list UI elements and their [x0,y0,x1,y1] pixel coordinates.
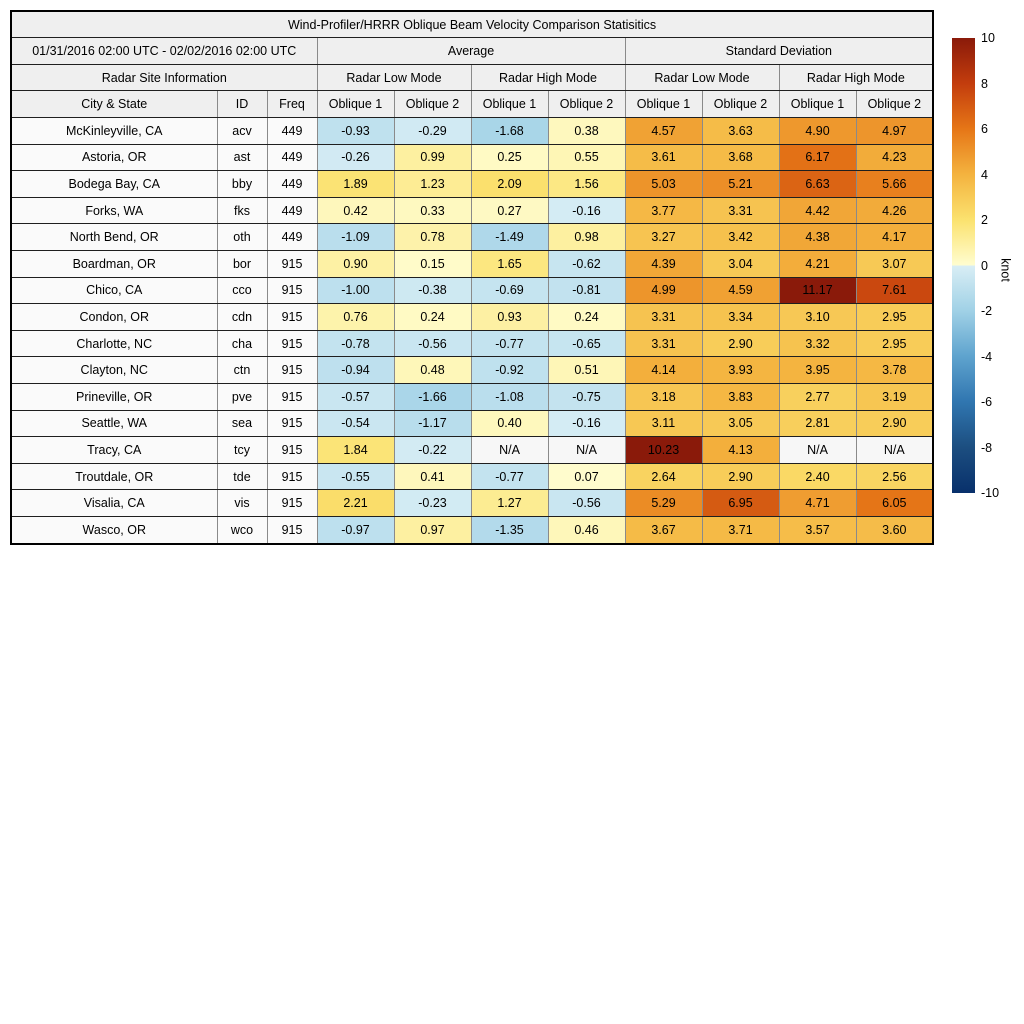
value-cell: 4.90 [779,118,856,145]
city-cell: Chico, CA [11,277,217,304]
value-cell: 3.61 [625,144,702,171]
colorbar-tick-label: -8 [981,440,993,455]
table-row [11,516,933,543]
avg-high-mode-header: Radar High Mode [471,65,625,91]
value-cell: 0.24 [548,304,625,331]
column-header-row [11,91,933,118]
table-row [11,118,933,145]
freq-cell: 915 [267,330,317,357]
city-cell: Seattle, WA [11,410,217,437]
value-cell: 1.23 [394,171,471,198]
value-cell: 3.05 [702,410,779,437]
table-row [11,250,933,277]
value-cell: -0.78 [317,330,394,357]
city-cell: Forks, WA [11,197,217,224]
value-cell: 0.42 [317,197,394,224]
value-cell: 2.09 [471,171,548,198]
value-cell: 3.27 [625,224,702,251]
statistics-table [10,10,934,545]
freq-cell: 915 [267,304,317,331]
value-cell: 3.07 [856,250,933,277]
avg-high-oblique2-header: Oblique 2 [548,91,625,118]
value-cell: 1.84 [317,437,394,464]
value-cell: 3.19 [856,383,933,410]
value-cell: -0.81 [548,277,625,304]
table-row [11,437,933,464]
value-cell: 3.32 [779,330,856,357]
freq-cell: 915 [267,410,317,437]
value-cell: -0.92 [471,357,548,384]
value-cell: -0.69 [471,277,548,304]
std-high-mode-header: Radar High Mode [779,65,933,91]
value-cell: -0.97 [317,516,394,543]
value-cell: 2.90 [702,330,779,357]
site-info-header: Radar Site Information [11,65,317,91]
id-cell: acv [217,118,267,145]
value-cell: -0.77 [471,330,548,357]
value-cell: 7.61 [856,277,933,304]
id-cell: tcy [217,437,267,464]
table-row [11,277,933,304]
table-row [11,383,933,410]
value-cell: -1.09 [317,224,394,251]
value-cell: -0.23 [394,490,471,517]
freq-cell: 449 [267,171,317,198]
freq-cell: 915 [267,516,317,543]
value-cell: -0.93 [317,118,394,145]
avg-low-oblique2-header: Oblique 2 [394,91,471,118]
value-cell: 3.10 [779,304,856,331]
city-cell: Astoria, OR [11,144,217,171]
colorbar-tick-label: -10 [981,485,1000,500]
value-cell: 0.99 [394,144,471,171]
colorbar-gradient [952,38,975,493]
value-cell: 10.23 [625,437,702,464]
id-cell: sea [217,410,267,437]
freq-cell: 449 [267,144,317,171]
city-cell: Bodega Bay, CA [11,171,217,198]
std-high-oblique1-header: Oblique 1 [779,91,856,118]
value-cell: 5.29 [625,490,702,517]
value-cell: N/A [856,437,933,464]
freq-cell: 449 [267,224,317,251]
value-cell: 4.59 [702,277,779,304]
value-cell: 0.25 [471,144,548,171]
value-cell: -0.94 [317,357,394,384]
table-row [11,357,933,384]
value-cell: 4.71 [779,490,856,517]
value-cell: -1.68 [471,118,548,145]
group-stddev-header: Standard Deviation [625,38,933,65]
value-cell: 6.95 [702,490,779,517]
value-cell: 3.31 [625,330,702,357]
value-cell: N/A [779,437,856,464]
std-high-oblique2-header: Oblique 2 [856,91,933,118]
table-row [11,463,933,490]
value-cell: -0.75 [548,383,625,410]
value-cell: 2.81 [779,410,856,437]
value-cell: 4.23 [856,144,933,171]
value-cell: 0.78 [394,224,471,251]
value-cell: 2.21 [317,490,394,517]
avg-high-oblique1-header: Oblique 1 [471,91,548,118]
freq-cell: 915 [267,463,317,490]
value-cell: -0.29 [394,118,471,145]
table-row [11,224,933,251]
value-cell: -0.56 [394,330,471,357]
value-cell: 0.41 [394,463,471,490]
value-cell: -0.16 [548,197,625,224]
table-row [11,490,933,517]
id-cell: wco [217,516,267,543]
id-cell: vis [217,490,267,517]
value-cell: -1.17 [394,410,471,437]
value-cell: -0.56 [548,490,625,517]
city-cell: North Bend, OR [11,224,217,251]
value-cell: 0.24 [394,304,471,331]
id-cell: ast [217,144,267,171]
colorbar-unit-label: knot [998,258,1013,282]
std-low-mode-header: Radar Low Mode [625,65,779,91]
value-cell: 4.39 [625,250,702,277]
value-cell: 1.89 [317,171,394,198]
group-header-row [11,38,933,65]
value-cell: 3.42 [702,224,779,251]
value-cell: -1.35 [471,516,548,543]
id-header: ID [217,91,267,118]
value-cell: 2.95 [856,330,933,357]
value-cell: 3.68 [702,144,779,171]
city-state-header: City & State [11,91,217,118]
freq-cell: 449 [267,118,317,145]
id-cell: fks [217,197,267,224]
colorbar-tick-label: 4 [981,167,988,182]
value-cell: 2.77 [779,383,856,410]
city-cell: Tracy, CA [11,437,217,464]
value-cell: -0.38 [394,277,471,304]
value-cell: 6.17 [779,144,856,171]
table-row [11,171,933,198]
value-cell: 1.56 [548,171,625,198]
city-cell: Clayton, NC [11,357,217,384]
value-cell: 3.67 [625,516,702,543]
avg-low-mode-header: Radar Low Mode [317,65,471,91]
value-cell: 2.64 [625,463,702,490]
value-cell: -0.62 [548,250,625,277]
value-cell: 6.05 [856,490,933,517]
value-cell: 1.27 [471,490,548,517]
value-cell: -1.66 [394,383,471,410]
table-row [11,197,933,224]
colorbar-tick-label: -2 [981,303,993,318]
id-cell: pve [217,383,267,410]
value-cell: -1.08 [471,383,548,410]
value-cell: 0.46 [548,516,625,543]
value-cell: 4.17 [856,224,933,251]
value-cell: -0.57 [317,383,394,410]
value-cell: 0.07 [548,463,625,490]
id-cell: cha [217,330,267,357]
value-cell: 2.56 [856,463,933,490]
value-cell: 11.17 [779,277,856,304]
value-cell: -0.16 [548,410,625,437]
colorbar-tick-label: 2 [981,212,988,227]
value-cell: 3.11 [625,410,702,437]
value-cell: 2.90 [702,463,779,490]
value-cell: 0.93 [471,304,548,331]
value-cell: -1.00 [317,277,394,304]
value-cell: 3.63 [702,118,779,145]
freq-cell: 915 [267,490,317,517]
value-cell: 0.40 [471,410,548,437]
value-cell: 5.21 [702,171,779,198]
value-cell: 3.31 [625,304,702,331]
table-row [11,330,933,357]
value-cell: 0.15 [394,250,471,277]
value-cell: 3.93 [702,357,779,384]
freq-cell: 915 [267,277,317,304]
id-cell: cdn [217,304,267,331]
value-cell: 3.34 [702,304,779,331]
value-cell: 0.55 [548,144,625,171]
value-cell: -1.49 [471,224,548,251]
value-cell: 0.51 [548,357,625,384]
value-cell: -0.26 [317,144,394,171]
value-cell: 2.95 [856,304,933,331]
value-cell: 0.33 [394,197,471,224]
avg-low-oblique1-header: Oblique 1 [317,91,394,118]
value-cell: N/A [471,437,548,464]
value-cell: 3.77 [625,197,702,224]
value-cell: 4.26 [856,197,933,224]
value-cell: -0.65 [548,330,625,357]
city-cell: Condon, OR [11,304,217,331]
value-cell: 3.71 [702,516,779,543]
value-cell: 1.65 [471,250,548,277]
value-cell: -0.22 [394,437,471,464]
city-cell: Prineville, OR [11,383,217,410]
value-cell: 2.40 [779,463,856,490]
value-cell: 4.14 [625,357,702,384]
value-cell: 3.83 [702,383,779,410]
freq-cell: 915 [267,437,317,464]
city-cell: Boardman, OR [11,250,217,277]
freq-cell: 915 [267,250,317,277]
title-row [11,11,933,38]
value-cell: 4.99 [625,277,702,304]
colorbar-tick-label: 6 [981,121,988,136]
value-cell: N/A [548,437,625,464]
colorbar-tick-label: 8 [981,76,988,91]
table-row [11,410,933,437]
value-cell: 3.60 [856,516,933,543]
value-cell: 3.31 [702,197,779,224]
value-cell: 3.78 [856,357,933,384]
value-cell: -0.54 [317,410,394,437]
table-row [11,144,933,171]
value-cell: 4.38 [779,224,856,251]
value-cell: 5.66 [856,171,933,198]
value-cell: 0.97 [394,516,471,543]
value-cell: 3.18 [625,383,702,410]
value-cell: 0.27 [471,197,548,224]
id-cell: bor [217,250,267,277]
value-cell: 6.63 [779,171,856,198]
value-cell: 0.76 [317,304,394,331]
id-cell: cco [217,277,267,304]
table-row [11,304,933,331]
table-title: Wind-Profiler/HRRR Oblique Beam Velocity Comparison Statisitics [11,11,933,38]
group-average-header: Average [317,38,625,65]
id-cell: bby [217,171,267,198]
colorbar-tick-label: -4 [981,349,993,364]
colorbar-tick-label: -6 [981,394,993,409]
value-cell: 4.13 [702,437,779,464]
id-cell: tde [217,463,267,490]
value-cell: 0.38 [548,118,625,145]
freq-cell: 915 [267,357,317,384]
freq-cell: 449 [267,197,317,224]
value-cell: 3.57 [779,516,856,543]
value-cell: 0.90 [317,250,394,277]
value-cell: 4.21 [779,250,856,277]
std-low-oblique2-header: Oblique 2 [702,91,779,118]
freq-cell: 915 [267,383,317,410]
id-cell: ctn [217,357,267,384]
city-cell: McKinleyville, CA [11,118,217,145]
value-cell: -0.55 [317,463,394,490]
value-cell: 2.90 [856,410,933,437]
city-cell: Wasco, OR [11,516,217,543]
city-cell: Troutdale, OR [11,463,217,490]
value-cell: 4.42 [779,197,856,224]
value-cell: 4.97 [856,118,933,145]
colorbar-tick-label: 0 [981,258,988,273]
value-cell: 0.98 [548,224,625,251]
mode-header-row [11,65,933,91]
value-cell: 3.04 [702,250,779,277]
freq-header: Freq [267,91,317,118]
id-cell: oth [217,224,267,251]
value-cell: 5.03 [625,171,702,198]
value-cell: 3.95 [779,357,856,384]
city-cell: Charlotte, NC [11,330,217,357]
value-cell: -0.77 [471,463,548,490]
std-low-oblique1-header: Oblique 1 [625,91,702,118]
date-range: 01/31/2016 02:00 UTC - 02/02/2016 02:00 UTC [11,38,317,65]
city-cell: Visalia, CA [11,490,217,517]
colorbar-tick-label: 10 [981,30,995,45]
value-cell: 4.57 [625,118,702,145]
value-cell: 0.48 [394,357,471,384]
